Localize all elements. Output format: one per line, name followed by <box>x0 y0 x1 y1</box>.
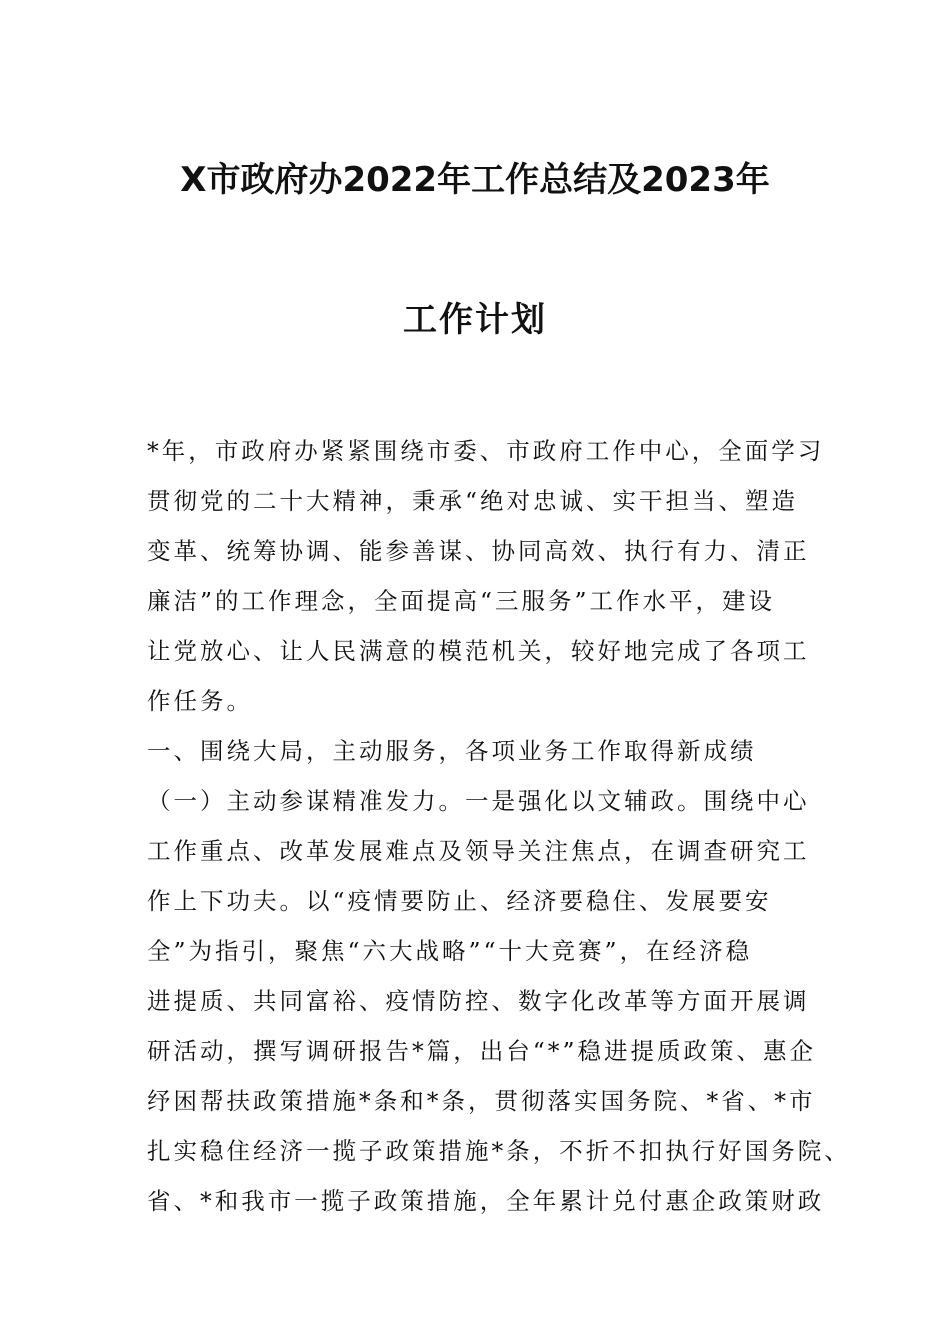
body-line: 研活动，撰写调研报告*篇，出台“*”稳进提质政策、惠企 <box>147 1037 817 1065</box>
body-line: 作上下功夫。以“疫情要防止、经济要稳住、发展要安 <box>147 887 772 915</box>
body-line: 廉洁”的工作理念，全面提高“三服务”工作水平，建设 <box>147 587 776 615</box>
body-line: 工作重点、改革发展难点及领导关注焦点，在调查研究工 <box>147 837 810 865</box>
document-title-line-2: 工作计划 <box>403 300 547 340</box>
body-line: 全”为指引，聚焦“六大战略”“十大竞赛”，在经济稳 <box>147 937 753 965</box>
body-line: 省、*和我市一揽子政策措施，全年累计兑付惠企政策财政 <box>147 1187 825 1215</box>
document-body <box>147 426 851 1226</box>
body-line: 贯彻党的二十大精神，秉承“绝对忠诚、实干担当、塑造 <box>147 487 799 515</box>
body-line: 变革、统筹协调、能参善谋、协同高效、执行有力、清正 <box>147 537 810 565</box>
body-line: 进提质、共同富裕、疫情防控、数字化改革等方面开展调 <box>147 987 810 1015</box>
body-line: 让党放心、让人民满意的模范机关，较好地完成了各项工 <box>147 637 810 665</box>
body-line: 扎实稳住经济一揽子政策措施*条，不折不扣执行好国务院、 <box>147 1137 851 1165</box>
section-heading: 一、围绕大局，主动服务，各项业务工作取得新成绩 <box>147 737 757 765</box>
subsection-line: （一）主动参谋精准发力。一是强化以文辅政。围绕中心 <box>147 787 810 815</box>
document-title-line-1: X市政府办2022年工作总结及2023年 <box>180 160 770 200</box>
body-line: 作任务。 <box>147 687 253 715</box>
body-line: 纾困帮扶政策措施*条和*条，贯彻落实国务院、*省、*市 <box>147 1087 816 1115</box>
body-line: *年，市政府办紧紧围绕市委、市政府工作中心，全面学习 <box>147 437 825 465</box>
